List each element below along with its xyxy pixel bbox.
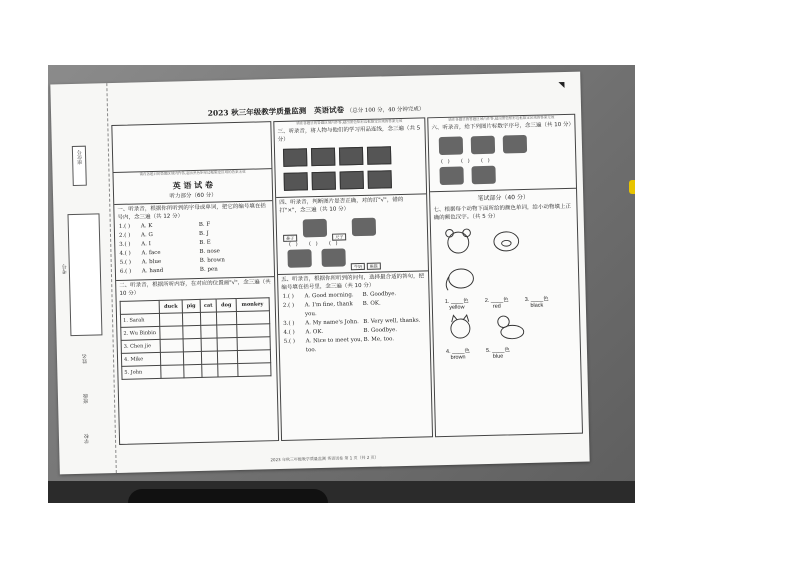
supply-picture (312, 172, 336, 191)
col1-note: 请在各题目的答题区域内作答,超出黑色矩形边框限定区域的答案无效 (139, 169, 246, 177)
option-a: A. I (141, 241, 151, 248)
answer-cell[interactable] (218, 351, 237, 364)
tag-nose: 鼻子 (283, 235, 297, 242)
corner-mark (558, 82, 564, 88)
page-footer: 2023 年秋三年级教学质量监测 英语试卷 第 1 页（共 2 页） (270, 454, 379, 463)
supply-picture (340, 171, 364, 190)
bear-icon (439, 226, 478, 257)
q3-pictures (275, 141, 426, 197)
table-header-cell: pig (182, 299, 200, 312)
label-5: 5. ____色 (485, 347, 510, 354)
row-label: 4. Mike (121, 352, 160, 366)
word-red: red (492, 303, 501, 310)
q2-table (120, 297, 272, 380)
word-yellow: yellow (449, 304, 465, 311)
answer-cell[interactable] (217, 325, 236, 338)
option-b: B. Goodbye. (363, 327, 398, 334)
answer-cell[interactable] (160, 352, 184, 366)
tag-panda: 熊猫 (367, 263, 381, 270)
answer-cell[interactable] (161, 365, 185, 379)
ear-picture (471, 166, 495, 185)
answer-cell[interactable] (237, 363, 271, 377)
written-part-title: 笔试部分（40 分） (430, 188, 576, 206)
answer-cell[interactable] (217, 312, 236, 325)
face-picture (439, 136, 463, 155)
answer-cell[interactable] (236, 324, 270, 338)
answer-slot[interactable]: 1.( ) (282, 293, 294, 300)
question-row (284, 334, 430, 356)
answer-paren[interactable]: ( ) (328, 240, 338, 247)
answer-paren[interactable]: ( ) (440, 158, 450, 166)
q6-pictures (429, 130, 576, 192)
option-a: A. G (140, 232, 153, 239)
exam-no-grid (67, 213, 102, 336)
word-blue: blue (492, 353, 504, 360)
answer-paren[interactable]: ( ) (308, 241, 318, 248)
row-label: 1. Sarah (120, 313, 159, 327)
option-b: B. E (199, 239, 211, 246)
q7-animals (431, 220, 580, 364)
option-a: A. K (140, 223, 153, 230)
option-b: B. J (198, 230, 209, 237)
person-picture (339, 147, 363, 166)
answer-cell[interactable] (201, 351, 218, 364)
boy-picture (302, 219, 326, 238)
label-3: 3. ____色 (524, 296, 549, 304)
option-b: B. nose (199, 248, 221, 255)
option-a: A. blue (141, 258, 162, 266)
option-b: B. brown (199, 257, 225, 264)
answer-cell[interactable] (201, 338, 218, 351)
answer-cell[interactable] (184, 364, 202, 377)
answer-slot[interactable]: 4.( ) (283, 329, 295, 336)
option-a: A. face (141, 249, 161, 257)
q4-pictures (277, 212, 428, 274)
name-label: 姓名 (81, 353, 89, 364)
answer-cell[interactable] (218, 338, 237, 351)
answer-slot[interactable]: 6.( ) (119, 268, 132, 275)
table-header-cell: dog (217, 299, 236, 312)
option-b: B. Very well, thanks. (363, 317, 421, 325)
person-picture (283, 148, 307, 167)
instructions-box (112, 122, 271, 173)
supply-picture (368, 170, 392, 189)
option-a: A. Nice to meet you, too. (305, 336, 363, 354)
answer-cell[interactable] (183, 312, 201, 325)
column-1 (111, 121, 279, 445)
row-label: 3. Chen jie (121, 339, 160, 353)
answer-cell[interactable] (237, 350, 271, 364)
option-a: A. OK. (305, 328, 324, 336)
lips-picture (351, 218, 375, 237)
answer-slot[interactable]: 2.( ) (282, 302, 295, 309)
q5-heading: 五、听录音，根据你所听到的问句，选择最合适的答句，把编号填在括号里，念三遍（共 10 分） (278, 270, 428, 293)
option-a: A. My name's John. (305, 319, 359, 327)
col2-note: 请在各题目的答题区域内作答,超出黑色矩形边框限定区域的答案无效 (296, 118, 403, 126)
watermelon-picture (321, 248, 345, 267)
exam-subject: 英语试卷 (313, 105, 345, 116)
hand-picture (471, 136, 495, 155)
tag-milk: 牛奶 (351, 263, 365, 270)
q6-heading: 六、听录音，给下列图片标数字序号，念三遍（共 10 分） (431, 121, 575, 132)
answer-cell[interactable] (160, 339, 184, 353)
label-2: 2. ____色 (484, 297, 509, 304)
answer-cell[interactable] (200, 325, 217, 338)
option-b: B. Goodbye. (362, 291, 397, 298)
shadow-object (128, 489, 328, 503)
option-b: B. OK. (362, 300, 381, 307)
option-b: B. Me, too. (363, 336, 395, 343)
answer-slot[interactable]: 3.( ) (283, 320, 295, 327)
word-black: black (530, 302, 544, 309)
column-3 (427, 114, 583, 438)
q1-items (115, 219, 274, 277)
label-1: 1. ____色 (444, 298, 469, 305)
milk-picture (287, 249, 311, 268)
option-a: A. hand (141, 267, 164, 275)
exam-paper (50, 72, 589, 475)
yellow-object (629, 180, 635, 194)
row-label: 2. Wu Binbin (121, 326, 160, 340)
answer-paren[interactable]: ( ) (480, 157, 490, 165)
answer-paren[interactable]: ( ) (460, 158, 470, 165)
option-a: A. Good morning. (304, 292, 354, 300)
answer-cell[interactable] (218, 364, 237, 377)
answer-slot[interactable]: 1.( ) (118, 223, 131, 230)
answer-cell[interactable] (200, 312, 217, 325)
q5-items (278, 289, 429, 356)
seat-label: 座位号 (76, 149, 84, 165)
answer-slot[interactable]: 5.( ) (283, 338, 296, 345)
col1-subtitle: 听力部分（60 分） (169, 192, 217, 200)
option-b: B. pen (199, 266, 218, 273)
answer-slot[interactable]: 2.( ) (118, 232, 131, 239)
q3-heading: 三、听录音，将人物与他们的学习用品连线，念三遍（共 5 分） (277, 125, 421, 143)
col3-note: 请在各题目的答题区域内作答,超出黑色矩形边框限定区域的答案无效 (448, 115, 555, 122)
answer-paren[interactable]: ( ) (288, 241, 298, 248)
table-row (122, 363, 271, 380)
cat-icon (441, 312, 480, 343)
supply-picture (284, 172, 308, 191)
answer-slot[interactable]: 3.( ) (119, 241, 131, 248)
exam-info: （总分 100 分，40 分钟完成） (346, 106, 425, 115)
school-label: 学校 (83, 433, 91, 444)
binding-strip (50, 83, 117, 474)
q7-heading: 七、根据每个动物下面所给的颜色单词，给小动物填上正确的颜色汉字。（共 5 分） (433, 203, 572, 222)
label-4: 4. ____色 (445, 348, 470, 355)
col1-title: 英 语 试 卷 (172, 180, 214, 191)
q4-heading: 四、听录音，判断图片是否正确，对的打"√"，错的打"×"，念三遍（共 10 分） (276, 193, 426, 216)
option-a: A. I'm fine, thank you. (304, 301, 353, 318)
answer-cell[interactable] (237, 337, 271, 351)
answer-cell[interactable] (184, 351, 202, 364)
row-label: 5. John (122, 365, 161, 379)
answer-slot[interactable]: 5.( ) (119, 259, 132, 266)
answer-slot[interactable]: 4.( ) (119, 250, 131, 257)
table-header-cell: monkey (236, 298, 270, 312)
duck-icon (489, 311, 528, 342)
arm-picture (503, 135, 527, 154)
answer-cell[interactable] (183, 325, 201, 338)
q1-heading: 一、听录音，根据你所听到的字母或单词，把它的编号填在括号内，念三遍（共 12 分） (114, 200, 272, 223)
tag-ruler: 尺子 (332, 233, 346, 240)
elephant-icon (440, 262, 479, 293)
table-header-cell (120, 300, 159, 314)
answer-cell[interactable] (236, 311, 270, 325)
answer-cell[interactable] (201, 364, 218, 377)
exam-title: 2023 秋三年级教学质量监测 (207, 106, 307, 118)
option-b: B. F (198, 221, 211, 228)
q2-heading: 二、听录音，根据所听内容，在对应的位置画"√"，念三遍（共 10 分） (116, 276, 274, 299)
answer-cell[interactable] (159, 313, 183, 327)
word-brown: brown (450, 354, 466, 361)
eye-picture (439, 166, 463, 185)
pig-icon (486, 225, 525, 256)
person-picture (367, 146, 391, 165)
table-header-cell: cat (200, 299, 217, 312)
column-2 (273, 117, 433, 441)
exam-no-label: 考号 (61, 264, 68, 275)
answer-cell[interactable] (183, 338, 201, 351)
table-header-cell: duck (159, 300, 183, 314)
person-picture (311, 148, 335, 167)
answer-cell[interactable] (160, 326, 184, 340)
class-label: 班级 (82, 393, 90, 404)
